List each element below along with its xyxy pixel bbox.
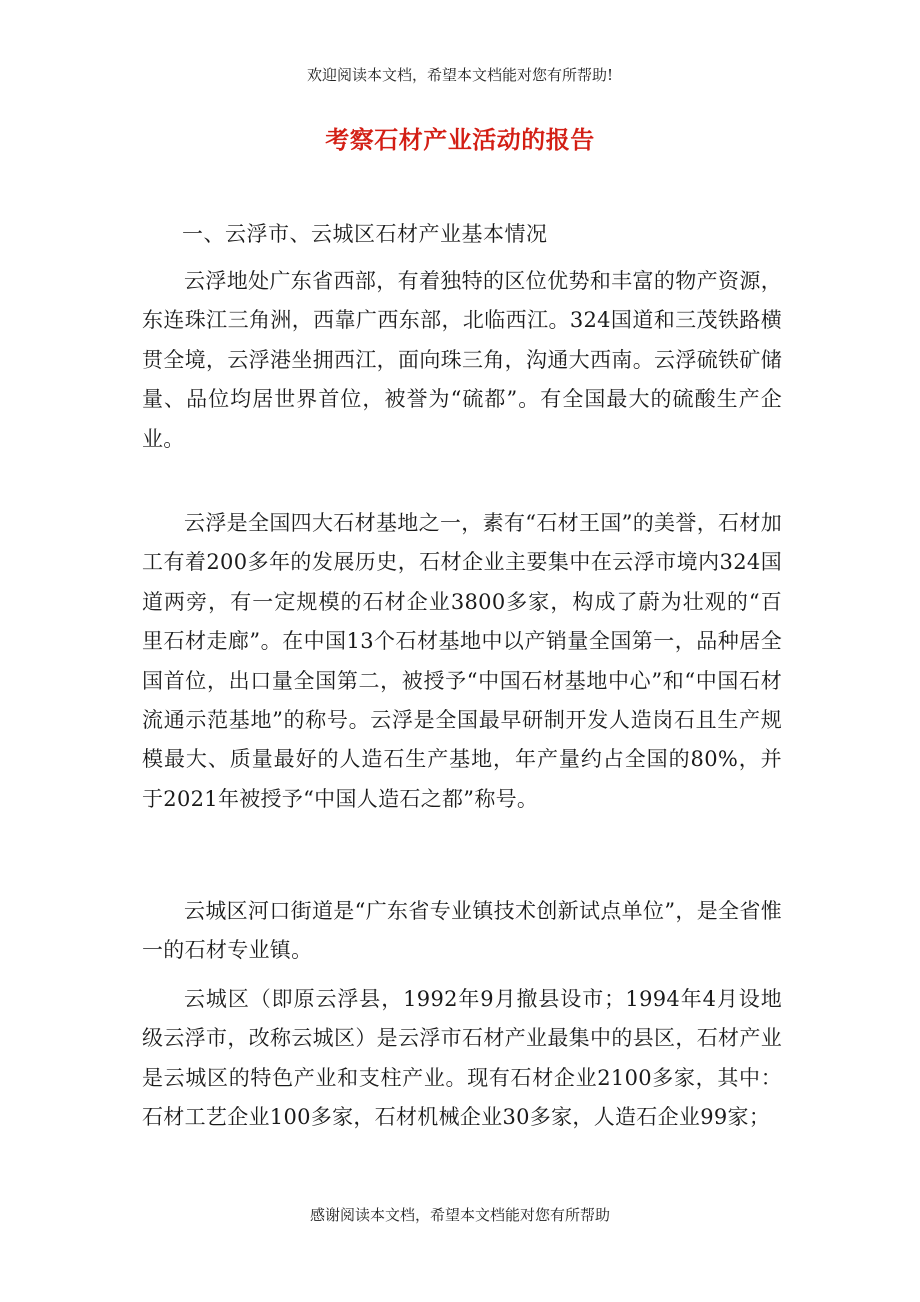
header-note: 欢迎阅读本文档，希望本文档能对您有所帮助! — [306, 66, 614, 84]
document-title: 考察石材产业活动的报告 — [325, 125, 595, 154]
paragraph-stone-base: 云浮是全国四大石材基地之一，素有“石材王国”的美誉，石材加工有着200多年的发展历史，石材企业主要集中在云浮市境内324国道两旁，有一定规模的石材企业3800多家，构成了蔚为壮观的“百里石材走廊”。在中国13个石材基地中以产销量全国第一，品种居全国首位，出口量全国第二，被授予“中国石材基地中心”和“中国石材流通示范基地”的称号。云浮是全国最早研制开发人造岗石且生产规模最大、质量最好的人造石生产基地，年产量约占全国的80%，并于2021年被授予“中国人造石之都”称号。 — [142, 511, 782, 811]
paragraph-yuncheng-district: 云城区（即原云浮县，1992年9月撤县设市；1994年4月设地级云浮市，改称云城区）是云浮市石材产业最集中的县区，石材产业是云城区的特色产业和支柱产业。现有石材企业2100多家，其中：石材工艺企业100多家，石材机械企业30多家，人造石企业99家； — [142, 987, 782, 1130]
paragraph-location: 云浮地处广东省西部，有着独特的区位优势和丰富的物产资源，东连珠江三角洲，西靠广西东部，北临西江。324国道和三茂铁路横贯全境，云浮港坐拥西江，面向珠三角，沟通大西南。云浮硫铁矿储量、品位均居世界首位，被誉为“硫都”。有全国最大的硫酸生产企业。 — [142, 269, 782, 451]
paragraph-hekou-town: 云城区河口街道是“广东省专业镇技术创新试点单位”，是全省惟一的石材专业镇。 — [142, 899, 782, 963]
section-heading: 一、云浮市、云城区石材产业基本情况 — [182, 222, 548, 246]
footer-note: 感谢阅读本文档，希望本文档能对您有所帮助 — [309, 1206, 610, 1224]
